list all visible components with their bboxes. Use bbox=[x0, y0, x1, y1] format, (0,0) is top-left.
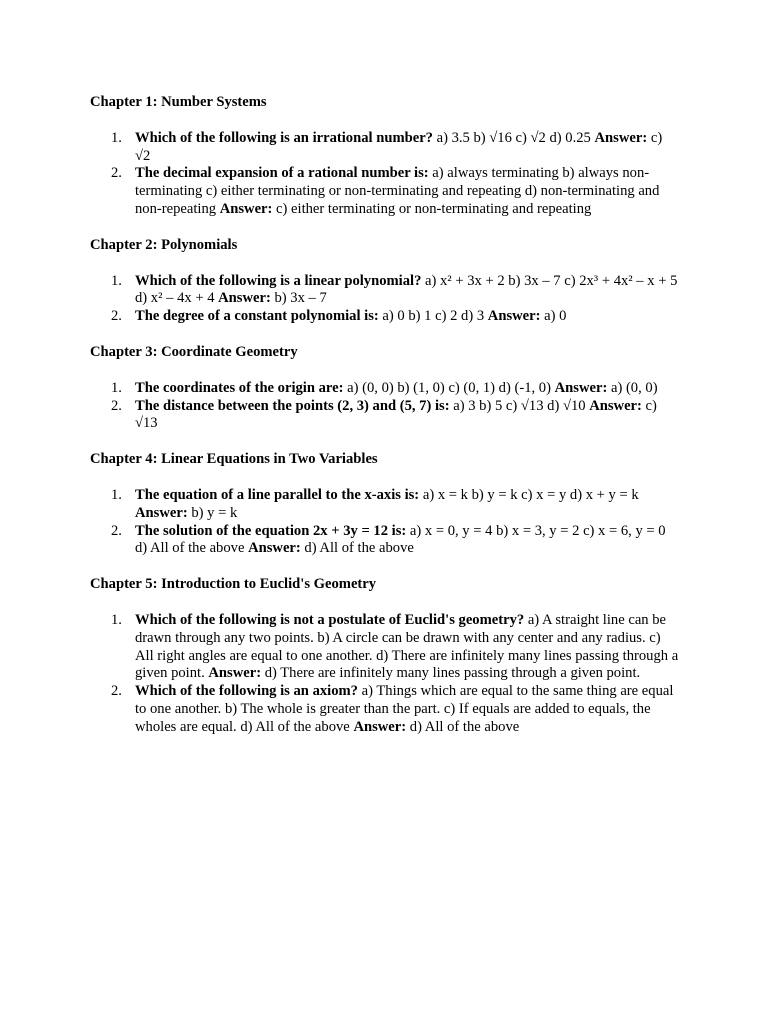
question-number: 2. bbox=[111, 308, 122, 325]
answer-text: d) All of the above bbox=[300, 540, 414, 557]
answer-label: Answer: bbox=[353, 718, 407, 735]
question-number: 2. bbox=[111, 683, 122, 700]
question-number: 1. bbox=[111, 272, 122, 289]
question-options: a) 0 b) 1 c) 2 d) 3 bbox=[378, 308, 488, 325]
question-text: Which of the following is not a postulate of Euclid's geometry? bbox=[135, 611, 525, 628]
answer-label: Answer: bbox=[554, 379, 608, 396]
question-number: 1. bbox=[111, 611, 122, 628]
question-list bbox=[90, 487, 680, 558]
question-options: a) x = 0, y = 4 b) x = 3, y = 2 c) x = 6, y = 0 d) All of the above bbox=[135, 522, 666, 557]
question-text: The coordinates of the origin are: bbox=[135, 379, 344, 396]
chapter-title: Chapter 4: Linear Equations in Two Variables bbox=[90, 451, 378, 468]
question-list bbox=[90, 273, 680, 326]
question-options: a) Things which are equal to the same thing are equal to one another. b) The whole is greater than the part. c) If equals are added to equals, the wholes are equal. d) All of the above bbox=[135, 683, 674, 735]
chapter-title: Chapter 3: Coordinate Geometry bbox=[90, 343, 298, 360]
answer-text: d) All of the above bbox=[406, 718, 520, 735]
question-text: Which of the following is a linear polynomial? bbox=[135, 272, 422, 289]
answer-text: b) 3x – 7 bbox=[270, 290, 327, 307]
question-number: 1. bbox=[111, 129, 122, 146]
chapter-section bbox=[90, 576, 680, 736]
chapter-section bbox=[90, 237, 680, 326]
answer-text: c) √2 bbox=[135, 129, 663, 164]
question-list bbox=[90, 612, 680, 737]
question-text: The degree of a constant polynomial is: bbox=[135, 308, 379, 325]
question-number: 1. bbox=[111, 486, 122, 503]
question-options: a) 3 b) 5 c) √13 d) √10 bbox=[449, 397, 590, 414]
question-number: 2. bbox=[111, 522, 122, 539]
question-item bbox=[90, 487, 680, 523]
question-item bbox=[90, 308, 680, 326]
question-number: 2. bbox=[111, 165, 122, 182]
question-options: a) 3.5 b) √16 c) √2 d) 0.25 bbox=[432, 129, 595, 146]
answer-text: b) y = k bbox=[187, 504, 238, 521]
question-options: a) x = k b) y = k c) x = y d) x + y = k bbox=[419, 486, 639, 503]
question-list bbox=[90, 130, 680, 219]
answer-text: a) 0 bbox=[540, 308, 567, 325]
answer-label: Answer: bbox=[589, 397, 642, 414]
question-options: a) A straight line can be drawn through any two points. b) A circle can be drawn with any center and any radius. c) All right angles are equal to one another. d) There are infinitely many lines passing through a given point. bbox=[135, 611, 679, 682]
question-text: The distance between the points (2, 3) and (5, 7) is: bbox=[135, 397, 450, 414]
chapter-section bbox=[90, 344, 680, 433]
chapter-title: Chapter 5: Introduction to Euclid's Geometry bbox=[90, 576, 377, 593]
question-options: a) x² + 3x + 2 b) 3x – 7 c) 2x³ + 4x² – x + 5 d) x² – 4x + 4 bbox=[135, 272, 678, 307]
chapter-title: Chapter 2: Polynomials bbox=[90, 236, 238, 253]
answer-label: Answer: bbox=[208, 665, 262, 682]
question-number: 1. bbox=[111, 379, 122, 396]
question-options: a) always terminating b) always non-terminating c) either terminating or non-terminating and repeating d) non-terminating and non-repeating bbox=[135, 165, 660, 217]
answer-label: Answer: bbox=[135, 504, 188, 521]
answer-label: Answer: bbox=[219, 200, 273, 217]
question-text: The equation of a line parallel to the x-axis is: bbox=[135, 486, 420, 503]
question-item bbox=[90, 398, 680, 434]
chapter-section bbox=[90, 451, 680, 558]
question-options: a) (0, 0) b) (1, 0) c) (0, 1) d) (-1, 0) bbox=[343, 379, 555, 396]
question-item bbox=[90, 380, 680, 398]
question-list bbox=[90, 380, 680, 433]
answer-label: Answer: bbox=[594, 129, 648, 146]
answer-label: Answer: bbox=[487, 308, 541, 325]
question-item bbox=[90, 612, 680, 683]
question-item bbox=[90, 683, 680, 736]
answer-label: Answer: bbox=[218, 290, 271, 307]
question-text: The decimal expansion of a rational number is: bbox=[135, 165, 429, 182]
question-number: 2. bbox=[111, 397, 122, 414]
chapter-title: Chapter 1: Number Systems bbox=[90, 94, 267, 110]
question-text: Which of the following is an irrational number? bbox=[135, 129, 433, 146]
question-item bbox=[90, 523, 680, 559]
answer-label: Answer: bbox=[248, 540, 301, 557]
answer-text: c) either terminating or non-terminating and repeating bbox=[272, 200, 592, 217]
document-page bbox=[90, 94, 680, 755]
question-item bbox=[90, 130, 680, 166]
answer-text: a) (0, 0) bbox=[607, 379, 658, 396]
question-text: The solution of the equation 2x + 3y = 12 is: bbox=[135, 522, 407, 539]
answer-text: d) There are infinitely many lines passing through a given point. bbox=[261, 665, 641, 682]
answer-text: c) √13 bbox=[135, 397, 657, 432]
question-item bbox=[90, 273, 680, 309]
question-item bbox=[90, 165, 680, 218]
question-text: Which of the following is an axiom? bbox=[135, 683, 358, 700]
chapter-section bbox=[90, 94, 680, 219]
